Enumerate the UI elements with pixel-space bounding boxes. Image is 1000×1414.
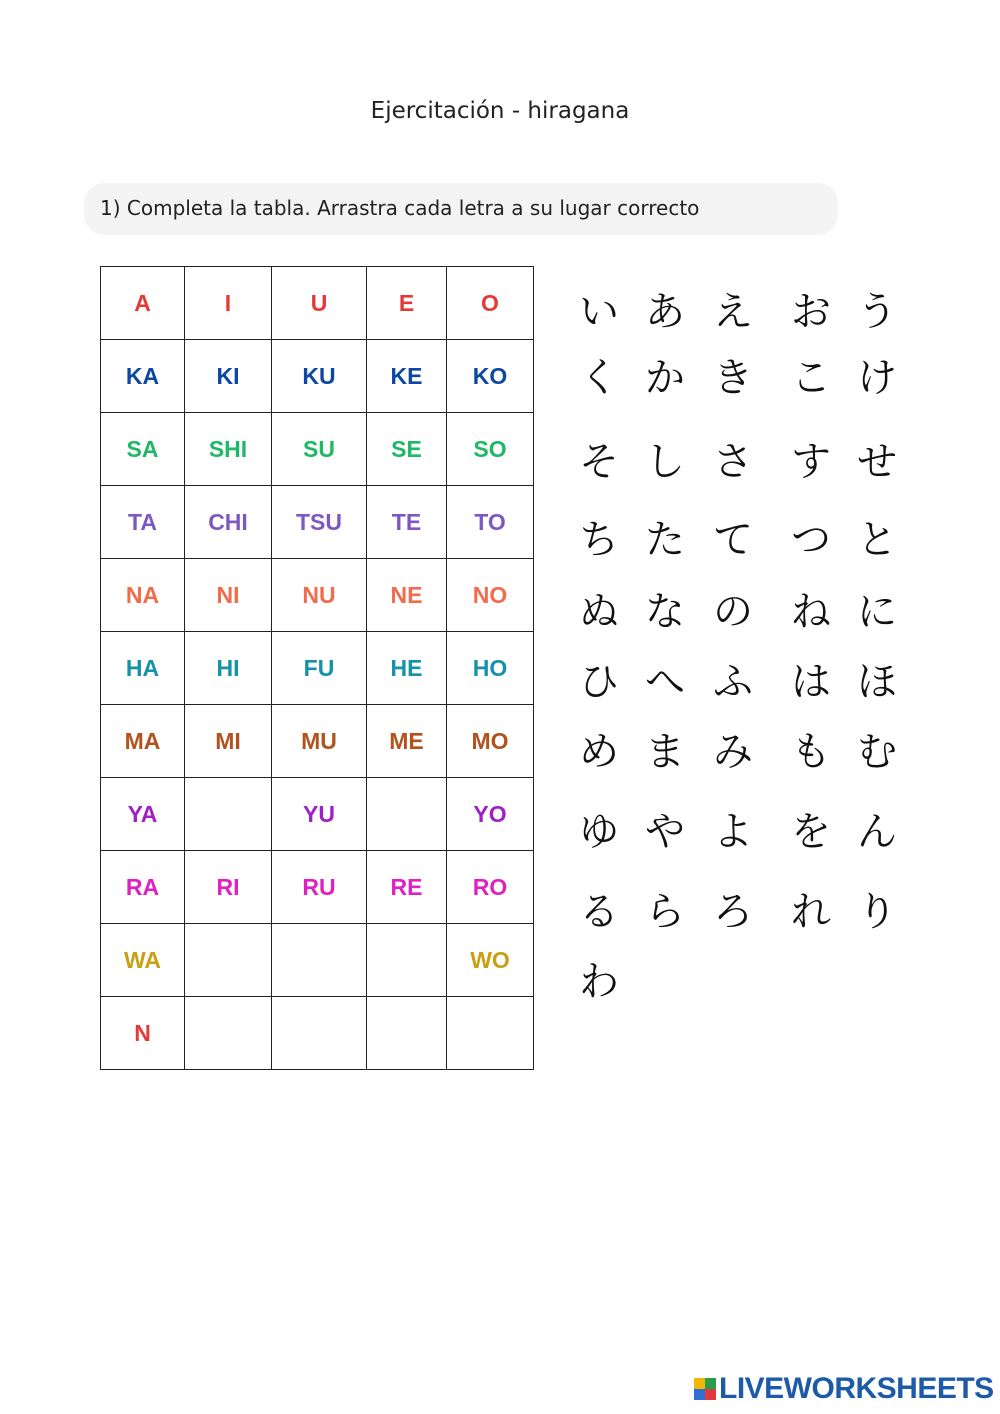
romaji-cell[interactable]: RU <box>272 851 367 924</box>
hiragana-draggable[interactable]: た <box>645 517 685 563</box>
romaji-cell[interactable]: NU <box>272 559 367 632</box>
hiragana-draggable[interactable]: や <box>645 809 685 855</box>
hiragana-draggable[interactable]: め <box>579 729 619 775</box>
romaji-cell[interactable]: YU <box>272 778 367 851</box>
hiragana-draggable[interactable]: ろ <box>713 889 753 935</box>
hiragana-draggable[interactable]: あ <box>645 289 685 335</box>
hiragana-draggable[interactable]: お <box>791 289 831 335</box>
hiragana-draggable[interactable]: わ <box>579 959 619 1005</box>
liveworksheets-logo <box>694 1372 994 1406</box>
romaji-cell[interactable]: NI <box>185 559 272 632</box>
romaji-cell[interactable]: TSU <box>272 486 367 559</box>
hiragana-row <box>566 654 926 724</box>
hiragana-draggable[interactable]: ん <box>857 809 897 855</box>
hiragana-draggable[interactable]: ち <box>579 517 619 563</box>
empty-cell[interactable] <box>367 778 447 851</box>
romaji-cell[interactable]: MA <box>101 705 185 778</box>
hiragana-draggable[interactable]: ま <box>645 729 685 775</box>
hiragana-draggable[interactable]: え <box>713 289 753 335</box>
hiragana-draggable[interactable]: よ <box>713 809 753 855</box>
romaji-cell[interactable]: I <box>185 267 272 340</box>
hiragana-draggable[interactable]: ひ <box>579 659 619 705</box>
empty-cell[interactable] <box>447 997 534 1070</box>
hiragana-row <box>566 724 926 794</box>
hiragana-draggable[interactable]: す <box>791 439 831 485</box>
hiragana-row <box>566 584 926 654</box>
hiragana-draggable[interactable]: と <box>857 517 897 563</box>
hiragana-draggable[interactable]: つ <box>791 517 831 563</box>
empty-cell[interactable] <box>185 778 272 851</box>
hiragana-draggable[interactable]: こ <box>791 355 831 401</box>
romaji-cell[interactable]: NE <box>367 559 447 632</box>
romaji-cell[interactable]: TE <box>367 486 447 559</box>
empty-cell[interactable] <box>272 924 367 997</box>
romaji-cell[interactable]: WO <box>447 924 534 997</box>
hiragana-draggable[interactable]: そ <box>579 439 619 485</box>
romaji-cell[interactable]: RE <box>367 851 447 924</box>
empty-cell[interactable] <box>185 997 272 1070</box>
hiragana-draggable[interactable]: る <box>579 889 619 935</box>
hiragana-draggable[interactable]: ほ <box>857 659 897 705</box>
romaji-cell[interactable]: KI <box>185 340 272 413</box>
table-row <box>101 632 534 705</box>
romaji-cell[interactable]: KA <box>101 340 185 413</box>
hiragana-draggable[interactable]: さ <box>713 439 753 485</box>
romaji-cell[interactable]: SU <box>272 413 367 486</box>
romaji-cell[interactable]: NA <box>101 559 185 632</box>
hiragana-draggable[interactable]: の <box>713 589 753 635</box>
hiragana-draggable[interactable]: り <box>857 889 897 935</box>
romaji-cell[interactable]: KO <box>447 340 534 413</box>
hiragana-draggable[interactable]: ね <box>791 589 831 635</box>
hiragana-row <box>566 434 926 504</box>
romaji-cell[interactable]: YO <box>447 778 534 851</box>
hiragana-draggable[interactable]: う <box>857 289 897 335</box>
table-row <box>101 997 534 1070</box>
logo-text: LIVEWORKSHEETS <box>719 1372 994 1405</box>
hiragana-draggable[interactable]: な <box>645 589 685 635</box>
hiragana-draggable[interactable]: へ <box>645 659 685 705</box>
table-row <box>101 559 534 632</box>
romaji-cell[interactable]: CHI <box>185 486 272 559</box>
hiragana-draggable[interactable]: れ <box>791 889 831 935</box>
empty-cell[interactable] <box>272 997 367 1070</box>
romaji-cell[interactable]: HO <box>447 632 534 705</box>
romaji-cell[interactable]: SE <box>367 413 447 486</box>
romaji-cell[interactable]: A <box>101 267 185 340</box>
hiragana-row <box>566 284 926 354</box>
table-row <box>101 486 534 559</box>
romaji-table <box>100 266 534 1070</box>
hiragana-draggable[interactable]: ゆ <box>579 809 619 855</box>
table-row <box>101 705 534 778</box>
table-row <box>101 851 534 924</box>
romaji-cell[interactable]: RI <box>185 851 272 924</box>
romaji-cell[interactable]: SA <box>101 413 185 486</box>
hiragana-draggable[interactable]: い <box>579 289 619 335</box>
hiragana-row <box>566 884 926 954</box>
table-row <box>101 778 534 851</box>
hiragana-draggable[interactable]: ふ <box>713 659 753 705</box>
hiragana-draggable[interactable]: み <box>713 729 753 775</box>
liveworksheets-logo-icon <box>694 1378 716 1400</box>
table-row <box>101 924 534 997</box>
hiragana-row <box>566 954 926 1024</box>
hiragana-row <box>566 804 926 874</box>
romaji-cell[interactable]: ME <box>367 705 447 778</box>
hiragana-draggable[interactable]: を <box>791 809 831 855</box>
empty-cell[interactable] <box>367 997 447 1070</box>
page-title: Ejercitación - hiragana <box>370 98 630 124</box>
romaji-cell[interactable]: HA <box>101 632 185 705</box>
romaji-cell[interactable]: RA <box>101 851 185 924</box>
romaji-cell[interactable]: FU <box>272 632 367 705</box>
romaji-cell[interactable]: RO <box>447 851 534 924</box>
romaji-cell[interactable]: NO <box>447 559 534 632</box>
empty-cell[interactable] <box>367 924 447 997</box>
romaji-cell[interactable]: KE <box>367 340 447 413</box>
romaji-cell[interactable]: N <box>101 997 185 1070</box>
hiragana-draggable[interactable]: も <box>791 729 831 775</box>
romaji-cell[interactable]: TA <box>101 486 185 559</box>
romaji-cell[interactable]: WA <box>101 924 185 997</box>
romaji-cell[interactable]: SO <box>447 413 534 486</box>
romaji-cell[interactable]: MO <box>447 705 534 778</box>
romaji-cell[interactable]: SHI <box>185 413 272 486</box>
table-row <box>101 413 534 486</box>
romaji-cell[interactable]: HI <box>185 632 272 705</box>
hiragana-draggable[interactable]: ら <box>645 889 685 935</box>
hiragana-draggable[interactable]: に <box>857 589 897 635</box>
hiragana-draggable[interactable]: ぬ <box>579 589 619 635</box>
romaji-cell[interactable]: U <box>272 267 367 340</box>
romaji-cell[interactable]: TO <box>447 486 534 559</box>
instruction-box <box>84 183 838 235</box>
table-row <box>101 340 534 413</box>
hiragana-draggable[interactable]: は <box>791 659 831 705</box>
hiragana-row <box>566 350 926 420</box>
hiragana-draggable[interactable]: く <box>579 355 619 401</box>
empty-cell[interactable] <box>185 924 272 997</box>
hiragana-draggable[interactable]: せ <box>857 439 897 485</box>
romaji-cell[interactable]: KU <box>272 340 367 413</box>
hiragana-draggable[interactable]: か <box>645 355 685 401</box>
hiragana-draggable[interactable]: し <box>645 439 685 485</box>
romaji-cell[interactable]: O <box>447 267 534 340</box>
table-row <box>101 267 534 340</box>
instruction-text: 1) Completa la tabla. Arrastra cada letra a su lugar correcto <box>100 196 700 220</box>
romaji-cell[interactable]: YA <box>101 778 185 851</box>
romaji-cell[interactable]: E <box>367 267 447 340</box>
hiragana-draggable[interactable]: け <box>857 355 897 401</box>
hiragana-draggable[interactable]: き <box>713 355 753 401</box>
hiragana-draggable[interactable]: む <box>857 729 897 775</box>
romaji-cell[interactable]: HE <box>367 632 447 705</box>
hiragana-row <box>566 512 926 582</box>
romaji-cell[interactable]: MI <box>185 705 272 778</box>
romaji-cell[interactable]: MU <box>272 705 367 778</box>
hiragana-draggable[interactable]: て <box>713 517 753 563</box>
